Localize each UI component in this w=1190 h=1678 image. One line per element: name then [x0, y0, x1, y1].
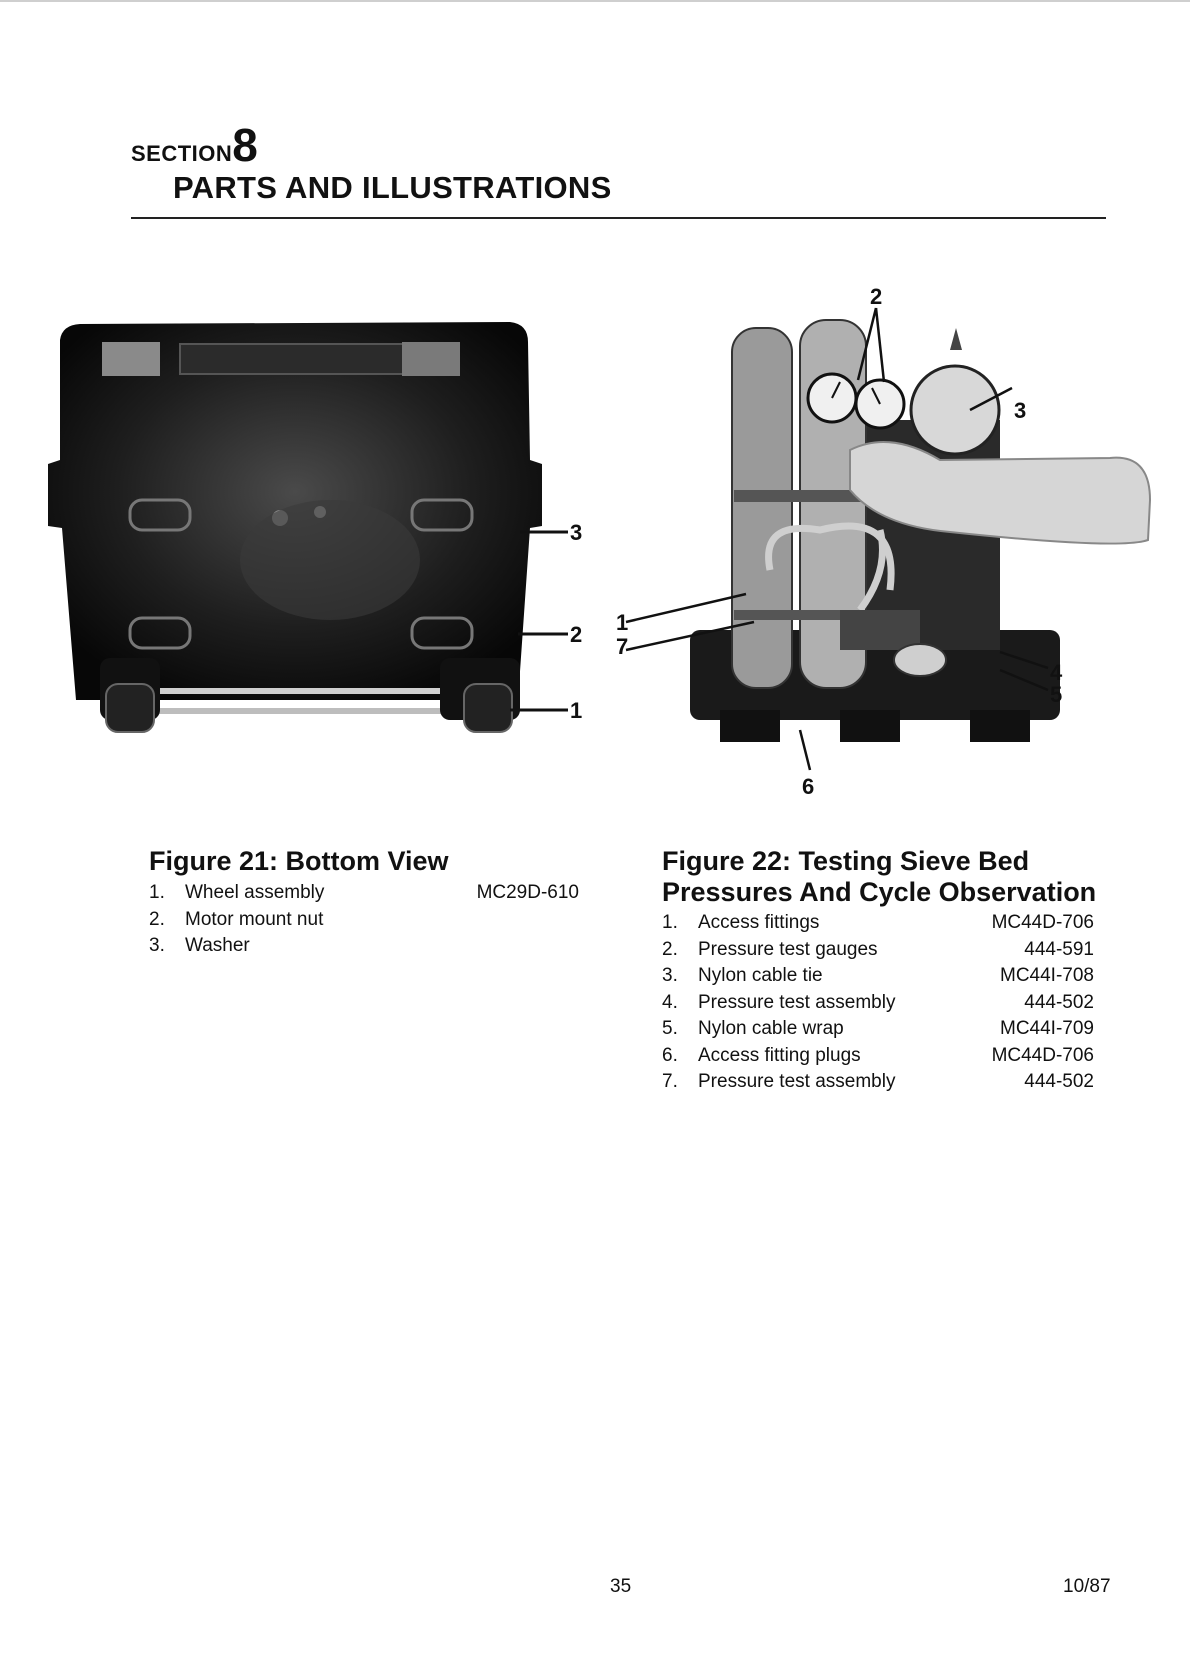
- page-top-edge: [0, 0, 1190, 2]
- part-code: 444-502: [1024, 1071, 1094, 1092]
- part-code: MC44D-706: [991, 912, 1094, 933]
- part-name: Pressure test gauges: [698, 938, 878, 960]
- parts-row: [662, 937, 1094, 964]
- parts-row: [662, 1016, 1094, 1043]
- figure-21-parts-list: [149, 880, 579, 960]
- part-name: Access fitting plugs: [698, 1044, 861, 1066]
- callout-6: 6: [802, 774, 815, 799]
- parts-row: [662, 910, 1094, 937]
- part-number: 5.: [662, 1018, 678, 1039]
- parts-row: [662, 963, 1094, 990]
- callout-3: 3: [570, 520, 583, 545]
- callout-4: 4: [1050, 660, 1063, 685]
- callout-line-6: [800, 730, 810, 770]
- part-number: 3.: [662, 965, 678, 986]
- part-number: 7.: [662, 1071, 678, 1092]
- part-code: 444-591: [1024, 938, 1094, 960]
- callout-2: 2: [570, 622, 583, 647]
- parts-row: [662, 1043, 1094, 1070]
- parts-row: [662, 1069, 1094, 1096]
- callout-3: 3: [1014, 398, 1027, 423]
- part-name: Pressure test assembly: [698, 1071, 896, 1092]
- part-number: 2.: [662, 938, 678, 960]
- section-label: [131, 119, 258, 171]
- section-number: 8: [232, 119, 258, 171]
- figure-21-caption: Figure 21: Bottom View: [149, 846, 449, 876]
- parts-row: [149, 933, 579, 960]
- part-number: 4.: [662, 991, 678, 1013]
- part-name: Washer: [185, 935, 250, 956]
- part-name: Wheel assembly: [185, 882, 325, 903]
- part-code: MC29D-610: [476, 882, 579, 903]
- part-name: Nylon cable tie: [698, 965, 823, 986]
- callout-7: 7: [616, 634, 629, 659]
- part-number: 3.: [149, 935, 165, 956]
- figure-22-photo: [616, 270, 1150, 810]
- revision-date: 10/87: [1063, 1576, 1111, 1597]
- page-number: 35: [610, 1576, 632, 1597]
- callout-2: 2: [870, 284, 883, 309]
- part-name: Motor mount nut: [185, 908, 324, 930]
- figure-21-photo: [40, 300, 600, 780]
- figure-22-caption: Figure 22: Testing Sieve Bed Pressures And Cycle Observation: [662, 846, 1097, 907]
- figure-21-image: [40, 300, 600, 780]
- title-rule: [131, 217, 1106, 219]
- part-name: Pressure test assembly: [698, 991, 896, 1013]
- part-code: MC44I-709: [1000, 1018, 1094, 1039]
- page-title: PARTS AND ILLUSTRATIONS: [173, 170, 612, 205]
- parts-row: [149, 907, 579, 934]
- callout-line-1: [626, 594, 746, 622]
- figure-22-parts-list: [662, 910, 1094, 1096]
- callout-1: 1: [570, 698, 583, 723]
- figure-22-image: [616, 270, 1150, 810]
- part-name: Nylon cable wrap: [698, 1018, 844, 1039]
- part-code: MC44I-708: [1000, 965, 1094, 986]
- part-number: 1.: [662, 912, 678, 933]
- section-word: SECTION: [131, 141, 233, 166]
- part-code: MC44D-706: [991, 1044, 1094, 1066]
- part-number: 1.: [149, 882, 165, 903]
- callout-line-2b: [876, 308, 884, 382]
- parts-row: [662, 990, 1094, 1017]
- parts-row: [149, 880, 579, 907]
- part-number: 6.: [662, 1044, 678, 1066]
- callout-5: 5: [1050, 682, 1063, 707]
- part-code: 444-502: [1024, 991, 1094, 1013]
- part-number: 2.: [149, 908, 165, 930]
- part-name: Access fittings: [698, 912, 820, 933]
- callout-1: 1: [616, 610, 629, 635]
